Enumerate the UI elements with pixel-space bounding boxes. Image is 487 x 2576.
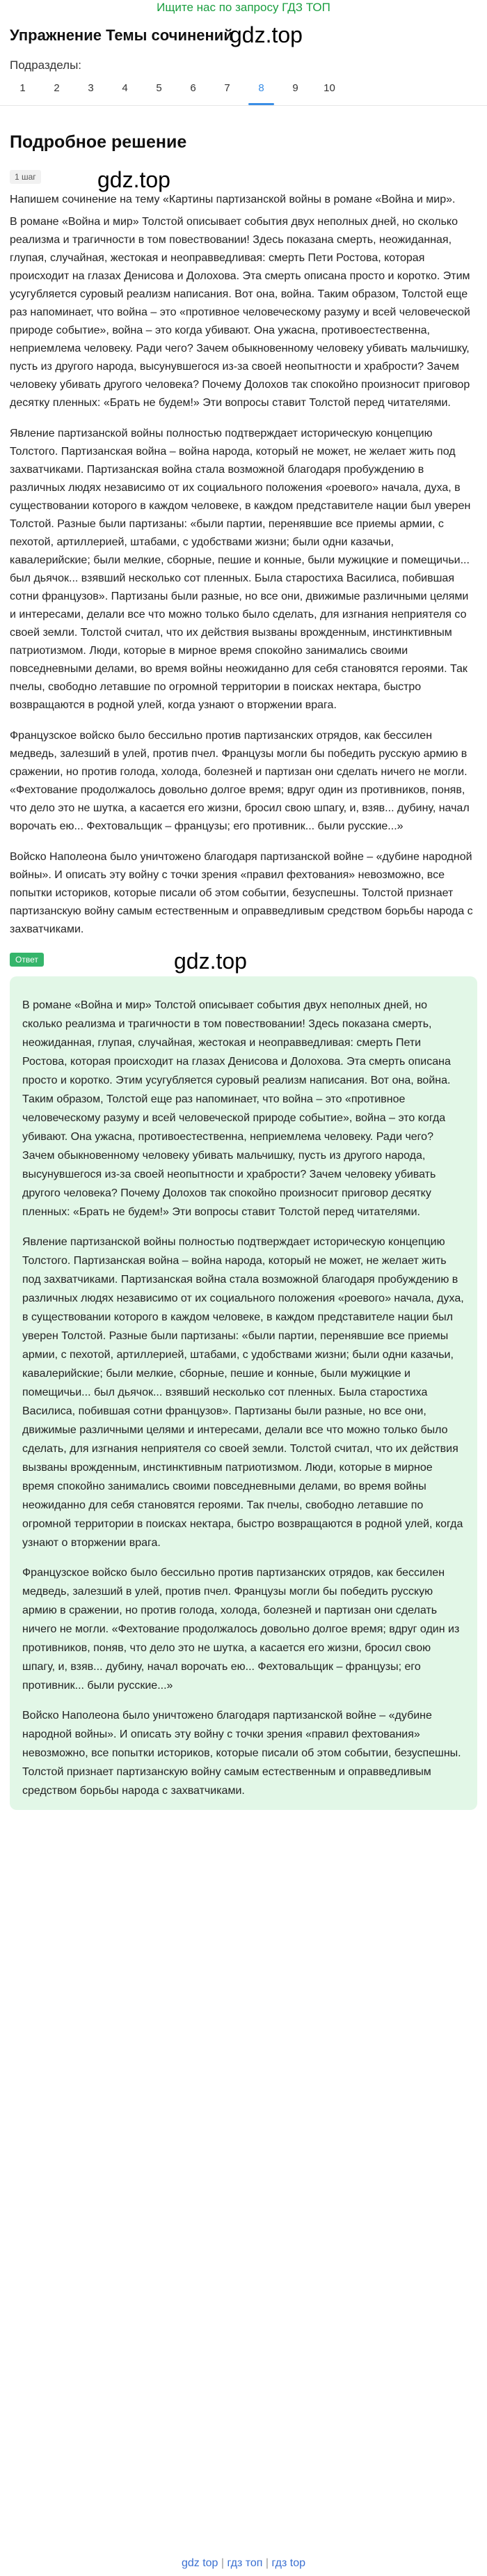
solution-paragraph: Явление партизанской войны полностью подтверждает историческую концепцию Толстого. Партизанская война – война народа, который не может, не желает жить под захватчиками. Партизанская война стала возможной благодаря пробуждению в различных людях независимо от их социального положения «роевого» начала, духа, в существовании которого в каждом человеке, в каждом представителе нации был уверен Толстой. Разные были партизаны: «были партии, перенявшие все приемы армии, с пехотой, артиллерией, штабами, с удобствами жизни; были одни казачьи, кавалерийские; были мелкие, сборные, пешие и конные, были мужицкие и помещичьи... был дьячок... взявший несколько сот пленных. Была старостиха Василиса, побившая сотни французов». Партизаны были разные, но все они, движимые различными целями и интересами, делали все что можно только было сделать, для изгнания неприятеля со своей земли. Толстой считал, что их действия вызваны врожденным, инстинктивным патриотизмом. Люди, которые в мирное время спокойно занимались своими повседневными делами, во время войны неожиданно для себя становятся героями. Так пчелы, свободно летавшие по огромной территории в поисках нектара, быстро возвращаются в родной улей, когда узнают о вторжении врага. <box>10 428 471 711</box>
watermark-logo: gdz.top <box>230 22 303 47</box>
answer-badge: Ответ <box>10 953 44 967</box>
footer-link[interactable]: гдз top <box>271 2557 306 2569</box>
watermark-logo: gdz.top <box>174 949 247 974</box>
solution-paragraph: В романе «Война и мир» Толстой описывает события двух неполных дней, но сколько реализма и трагичности в том повествовании! Здесь показана смерть, неожиданная, глупая, случайная, жестокая и неоправведливая: смерть Пети Ростова, которая происходит на глазах Денисова и Долохова. Эта смерть описана просто и коротко. Этим усугубляется суровый реализм написания. Вот она, война. Таким образом, Толстой еще раз напоминает, что война – это «противное человеческому разуму и всей человеческой природе событие», война – это когда убивают. Она ужасна, противоестественна, неприемлема человеку. Ради чего? Зачем обыкновенному человеку убивать мальчишку, пусть из другого народа, высунувшегося из-за своей неопытности и храбрости? Зачем человеку убивать другого человека? Почему Долохов так спокойно произносит приговор десятку пленных: «Брать не будем!» Эти вопросы ставит Толстой перед читателями. <box>10 216 470 409</box>
watermark-logo: gdz.top <box>97 167 170 192</box>
answer-box <box>10 976 477 1810</box>
step-row <box>0 156 487 192</box>
page-title: Упражнение Темы сочинений <box>10 26 233 44</box>
top-banner <box>0 0 487 17</box>
footer-separator: | <box>265 2557 269 2569</box>
answer-paragraph: Явление партизанской войны полностью подтверждает историческую концепцию Толстого. Партизанская война – война народа, который не может, не желает жить под захватчиками. Партизанская война стала возможной благодаря пробуждению в различных людях независимо от их социального положения «роевого» начала, духа, в существовании которого в каждом человеке, в каждом представителе нации был уверен Толстой. Разные были партизаны: «были партии, перенявшие все приемы армии, с пехотой, артиллерией, штабами, с удобствами жизни; были одни казачьи, кавалерийские; были мелкие, сборные, пешие и конные, были мужицкие и помещичьи... был дьячок... взявший несколько сот пленных. Была старостиха Василиса, побившая сотни французов». Партизаны были разные, но все они, движимые различными целями и интересами, делали все что можно только было сделать, для изгнания неприятеля со своей земли. Толстой считал, что их действия вызваны врожденным, инстинктивным патриотизмом. Люди, которые в мирное время спокойно занимались своими повседневными делами, во время войны неожиданно для себя становятся героями. Так пчелы, свободно летавшие по огромной территории в поисках нектара, быстро возвращаются в родной улей, когда узнают о вторжении врага. <box>22 1236 464 1549</box>
tab-2[interactable]: 2 <box>54 82 60 94</box>
footer-link[interactable]: гдз топ <box>227 2557 263 2569</box>
tab-3[interactable]: 3 <box>88 82 94 94</box>
answer-row <box>0 939 487 976</box>
subsections-tabs <box>0 75 487 106</box>
tab-6[interactable]: 6 <box>190 82 196 94</box>
tab-1[interactable]: 1 <box>19 82 26 94</box>
answer-paragraph: Войско Наполеона было уничтожено благодаря партизанской войне – «дубине народной войны». И описать эту войну с точки зрения «правил фехтования» невозможно, все попытки историков, которые писали об этом событии, безуспешны. Толстой признает партизанскую войну самым естественным и оправведливым средством борьбы народа с захватчиками. <box>22 1710 461 1797</box>
solution-body <box>0 191 487 939</box>
solution-title: Подробное решение <box>10 132 187 152</box>
page-header <box>0 17 487 56</box>
answer-container <box>10 976 477 1810</box>
subsections-label: Подразделы: <box>10 58 82 72</box>
step-badge: 1 шаг <box>10 170 41 184</box>
footer-link[interactable]: gdz top <box>181 2557 218 2569</box>
solution-paragraph: Войско Наполеона было уничтожено благодаря партизанской войне – «дубине народной войны». И описать эту войну с точки зрения «правил фехтования» невозможно, все попытки историков, которые писали об этом событии, безуспешны. Толстой признает партизанскую войну самым естественным и оправведливым средством борьбы народа с захватчиками. <box>10 851 473 935</box>
tab-9[interactable]: 9 <box>292 82 298 94</box>
tab-4[interactable]: 4 <box>122 82 128 94</box>
solution-paragraph: Французское войско было бессильно против партизанских отрядов, как бессилен медведь, залезший в улей, против пчел. Французы могли бы победить русскую армию в сражении, но против голода, холода, болезней и партизан они сделать ничего не могли. «Фехтование продолжалось довольно долгое время; вдруг один из противников, поняв, что дело это не шутка, а касается его жизни, бросил свою шпагу, и, взяв... дубину, начал ворочать ею... Фехтовальщик – французы; его противник... были русские...» <box>10 730 470 832</box>
tab-7[interactable]: 7 <box>224 82 230 94</box>
footer-links <box>0 2557 487 2570</box>
solution-paragraph: Напишем сочинение на тему «Картины партизанской войны в романе «Война и мир». <box>10 194 456 205</box>
answer-paragraph: Французское войско было бессильно против партизанских отрядов, как бессилен медведь, залезший в улей, против пчел. Французы могли бы победить русскую армию в сражении, но против голода, холода, болезней и партизан они сделать ничего не могли. «Фехтование продолжалось довольно долгое время; вдруг один из противников, поняв, что дело это не шутка, а касается его жизни, бросил свою шпагу, и, взяв... дубину, начал ворочать ею... Фехтовальщик – французы; его противник... были русские...» <box>22 1567 460 1692</box>
footer-separator: | <box>221 2557 225 2569</box>
tab-5[interactable]: 5 <box>156 82 162 94</box>
tab-10[interactable]: 10 <box>324 82 335 94</box>
answer-paragraph: В романе «Война и мир» Толстой описывает события двух неполных дней, но сколько реализма и трагичности в том повествовании! Здесь показана смерть, неожиданная, глупая, случайная, жестокая и неоправведливая: смерть Пети Ростова, которая происходит на глазах Денисова и Долохова. Эта смерть описана просто и коротко. Этим усугубляется суровый реализм написания. Вот она, война. Таким образом, Толстой еще раз напоминает, что война – это «противное человеческому разуму и всей человеческой природе событие», война – это когда убивают. Она ужасна, противоестественна, неприемлема человеку. Ради чего? Зачем обыкновенному человеку убивать мальчишку, пусть из другого народа, высунувшегося из-за своей неопытности и храбрости? Зачем человеку убивать другого человека? Почему Долохов так спокойно произносит приговор десятку пленных: «Брать не будем!» Эти вопросы ставит Толстой перед читателями. <box>22 999 451 1218</box>
banner-link[interactable]: Ищите нас по запросу ГДЗ ТОП <box>157 1 330 14</box>
tab-8[interactable]: 8 <box>244 75 278 105</box>
